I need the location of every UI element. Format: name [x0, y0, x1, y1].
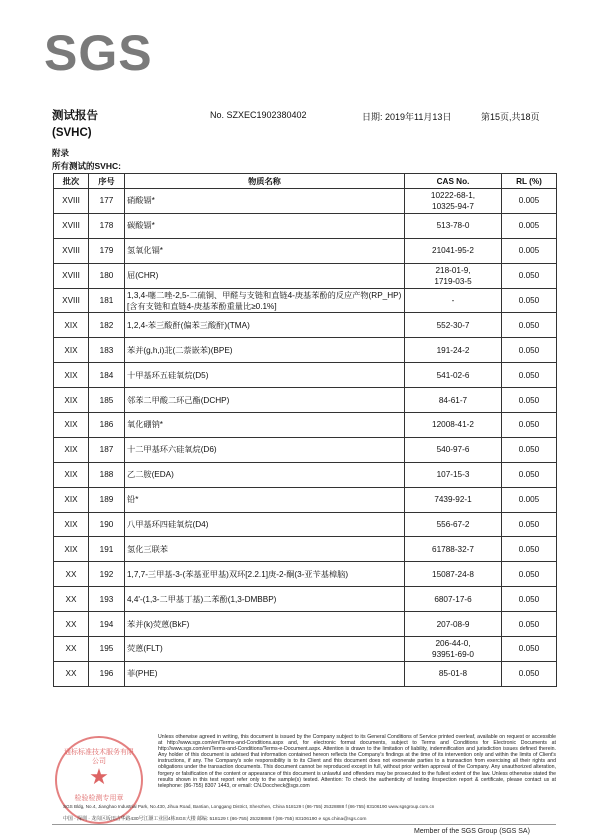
page-indicator: 第15页,共18页 — [481, 112, 540, 122]
report-date: 日期: 2019年11月13日 — [362, 112, 452, 122]
cell-reporting-limit: 0.005 — [502, 487, 557, 512]
footer-divider — [52, 824, 556, 825]
cell-number: 190 — [89, 512, 125, 537]
cell-number: 196 — [89, 661, 125, 686]
cell-reporting-limit: 0.050 — [502, 462, 557, 487]
inspection-stamp — [55, 736, 143, 824]
cell-cas-number: 191-24-2 — [405, 338, 502, 363]
cell-substance-name: 1,2,4-苯三酸酐(偏苯三酸酐)(TMA) — [125, 313, 405, 338]
cell-substance-name: 苯并(k)荧蒽(BkF) — [125, 612, 405, 637]
report-subtitle: (SVHC) — [52, 127, 92, 139]
table-row — [54, 562, 557, 587]
cell-reporting-limit: 0.050 — [502, 512, 557, 537]
cell-cas-number: 6807-17-6 — [405, 587, 502, 612]
cell-reporting-limit: 0.050 — [502, 363, 557, 388]
cell-reporting-limit: 0.050 — [502, 413, 557, 438]
cell-batch: XVIII — [54, 288, 89, 313]
column-header-rl: RL (%) — [502, 174, 557, 189]
cell-batch: XX — [54, 637, 89, 662]
stamp-purpose: 检验检测专用章 — [74, 795, 124, 802]
cell-number: 193 — [89, 587, 125, 612]
footer-address-cn: 中国 · 深圳 · 龙岗区坂田吉华路430号江灏工业园4栋SGS大楼 邮编: 518129 t (86-755) 25328888 f (86-755) 83106190 e sgs.china@sgs.com — [63, 817, 367, 822]
table-row — [54, 313, 557, 338]
table-row — [54, 612, 557, 637]
cell-substance-name: 氢氧化镉* — [125, 238, 405, 263]
cell-reporting-limit: 0.050 — [502, 562, 557, 587]
cell-substance-name: 荧蒽(FLT) — [125, 637, 405, 662]
cell-substance-name: 八甲基环四硅氧烷(D4) — [125, 512, 405, 537]
table-row — [54, 413, 557, 438]
table-row — [54, 288, 557, 313]
cell-reporting-limit: 0.005 — [502, 189, 557, 214]
cell-batch: XIX — [54, 413, 89, 438]
cell-cas-number: 107-15-3 — [405, 462, 502, 487]
column-header-cas: CAS No. — [405, 174, 502, 189]
column-header-no: 序号 — [89, 174, 125, 189]
column-header-batch: 批次 — [54, 174, 89, 189]
cell-cas-number: 12008-41-2 — [405, 413, 502, 438]
stamp-company-name: 通标标准技术服务有限公司 — [64, 749, 134, 765]
cell-batch: XIX — [54, 537, 89, 562]
cell-batch: XIX — [54, 487, 89, 512]
cell-cas-number: - — [405, 288, 502, 313]
stamp-star-icon: ★ — [89, 764, 109, 789]
cell-number: 183 — [89, 338, 125, 363]
footer-address-en: SGS Bldg, No.4, Jianghao Industrial Park, No.430, Jihua Road, Bantian, Longgang District, Shenzhen, China 518129 t (86-755) 25328888 f (86-755) 83106190 www.sgsgroup.com.cn — [63, 804, 435, 809]
cell-number: 178 — [89, 213, 125, 238]
cell-number: 182 — [89, 313, 125, 338]
cell-reporting-limit: 0.050 — [502, 612, 557, 637]
cell-number: 187 — [89, 437, 125, 462]
cell-cas-number: 206-44-0, 93951-69-0 — [405, 637, 502, 662]
table-title: 所有测试的SVHC: — [52, 161, 121, 171]
cell-reporting-limit: 0.050 — [502, 263, 557, 288]
cell-cas-number: 540-97-6 — [405, 437, 502, 462]
cell-substance-name: 邻苯二甲酸二环己酯(DCHP) — [125, 388, 405, 413]
cell-substance-name: 氧化硼钠* — [125, 413, 405, 438]
cell-batch: XX — [54, 661, 89, 686]
cell-cas-number: 85-01-8 — [405, 661, 502, 686]
cell-batch: XIX — [54, 363, 89, 388]
cell-cas-number: 513-78-0 — [405, 213, 502, 238]
table-row — [54, 263, 557, 288]
cell-number: 189 — [89, 487, 125, 512]
cell-substance-name: 4,4'-(1,3-二甲基丁基)二苯酚(1,3-DMBBP) — [125, 587, 405, 612]
column-header-substance: 物质名称 — [125, 174, 405, 189]
cell-batch: XIX — [54, 462, 89, 487]
cell-batch: XIX — [54, 338, 89, 363]
cell-cas-number: 556-67-2 — [405, 512, 502, 537]
cell-number: 191 — [89, 537, 125, 562]
cell-batch: XIX — [54, 313, 89, 338]
cell-substance-name: 十二甲基环六硅氧烷(D6) — [125, 437, 405, 462]
legal-disclaimer: Unless otherwise agreed in writing, this document is issued by the Company subject to its General Conditions of Service printed overleaf, available on request or accessible at http://www.sgs.com/en/Terms-and-Conditions.aspx and, for electronic format documents, subject to Terms and Conditions for Electronic Documents at http://www.sgs.com/en/Terms-and-Conditions/Terms-e-Document.aspx. Attention is drawn to the limitation of liability, indemnification and jurisdiction issues defined therein. Any holder of this document is advised that information contained hereon reflects the Company's findings at the time of its intervention only and within the limits of Client's instructions, if any. The Company's sole responsibility is to its Client and this document does not exonerate parties to a transaction from exercising all their rights and obligations under the transaction documents. This document cannot be reproduced except in full, without prior written approval of the Company. Any unauthorized alteration, forgery or falsification of the content or appearance of this document is unlawful and offenders may be prosecuted to the fullest extent of the law. Unless otherwise stated the results shown in this test report refer only to the sample(s) tested. Attention: To check the authenticity of testing /inspection report & certificate, please contact us at telephone: (86-755) 8307 1443, or email: CN.Doccheck@sgs.com — [158, 734, 556, 789]
cell-cas-number: 541-02-6 — [405, 363, 502, 388]
cell-number: 195 — [89, 637, 125, 662]
table-row — [54, 338, 557, 363]
cell-reporting-limit: 0.050 — [502, 537, 557, 562]
report-title: 测试报告 — [52, 110, 98, 122]
cell-cas-number: 207-08-9 — [405, 612, 502, 637]
table-row — [54, 238, 557, 263]
cell-reporting-limit: 0.050 — [502, 437, 557, 462]
table-row — [54, 487, 557, 512]
cell-batch: XX — [54, 587, 89, 612]
cell-substance-name: 1,3,4-噻二唑-2,5-二硫铜、甲醛与支链和直链4-庚基苯酚的反应产物(RP_HP)[含有支链和直链4-庚基苯酚重量比≥0.1%] — [125, 288, 405, 313]
report-number: No. SZXEC1902380402 — [210, 110, 307, 120]
cell-number: 192 — [89, 562, 125, 587]
cell-reporting-limit: 0.050 — [502, 587, 557, 612]
cell-number: 180 — [89, 263, 125, 288]
cell-reporting-limit: 0.050 — [502, 661, 557, 686]
svhc-table — [53, 173, 557, 687]
cell-batch: XX — [54, 562, 89, 587]
table-row — [54, 437, 557, 462]
table-row — [54, 512, 557, 537]
cell-number: 188 — [89, 462, 125, 487]
cell-batch: XVIII — [54, 213, 89, 238]
cell-substance-name: 氢化三联苯 — [125, 537, 405, 562]
cell-batch: XVIII — [54, 238, 89, 263]
cell-substance-name: 屈(CHR) — [125, 263, 405, 288]
table-row — [54, 462, 557, 487]
table-row — [54, 587, 557, 612]
cell-cas-number: 552-30-7 — [405, 313, 502, 338]
cell-reporting-limit: 0.050 — [502, 388, 557, 413]
cell-number: 181 — [89, 288, 125, 313]
cell-number: 179 — [89, 238, 125, 263]
cell-reporting-limit: 0.005 — [502, 238, 557, 263]
cell-substance-name: 苯并(g,h,i)苝(二萘嵌苯)(BPE) — [125, 338, 405, 363]
table-row — [54, 388, 557, 413]
sgs-group-membership: Member of the SGS Group (SGS SA) — [414, 828, 530, 835]
cell-substance-name: 1,7,7-三甲基-3-(苯基亚甲基)双环[2.2.1]庚-2-酮(3-亚苄基樟脑) — [125, 562, 405, 587]
cell-cas-number: 218-01-9, 1719-03-5 — [405, 263, 502, 288]
cell-number: 186 — [89, 413, 125, 438]
cell-batch: XX — [54, 612, 89, 637]
cell-reporting-limit: 0.050 — [502, 338, 557, 363]
cell-cas-number: 15087-24-8 — [405, 562, 502, 587]
cell-number: 184 — [89, 363, 125, 388]
cell-substance-name: 铅* — [125, 487, 405, 512]
cell-batch: XVIII — [54, 263, 89, 288]
cell-substance-name: 硝酸镉* — [125, 189, 405, 214]
cell-cas-number: 10222-68-1, 10325-94-7 — [405, 189, 502, 214]
cell-number: 194 — [89, 612, 125, 637]
cell-substance-name: 菲(PHE) — [125, 661, 405, 686]
cell-reporting-limit: 0.005 — [502, 213, 557, 238]
cell-cas-number: 21041-95-2 — [405, 238, 502, 263]
table-row — [54, 661, 557, 686]
cell-batch: XIX — [54, 388, 89, 413]
cell-number: 177 — [89, 189, 125, 214]
cell-cas-number: 61788-32-7 — [405, 537, 502, 562]
cell-reporting-limit: 0.050 — [502, 637, 557, 662]
table-row — [54, 189, 557, 214]
table-row — [54, 213, 557, 238]
cell-batch: XIX — [54, 512, 89, 537]
cell-substance-name: 碳酸镉* — [125, 213, 405, 238]
cell-batch: XVIII — [54, 189, 89, 214]
cell-batch: XIX — [54, 437, 89, 462]
table-header-row — [54, 174, 557, 189]
table-row — [54, 537, 557, 562]
cell-cas-number: 7439-92-1 — [405, 487, 502, 512]
cell-number: 185 — [89, 388, 125, 413]
sgs-logo: SGS — [44, 25, 153, 81]
table-row — [54, 637, 557, 662]
table-row — [54, 363, 557, 388]
cell-cas-number: 84-61-7 — [405, 388, 502, 413]
cell-reporting-limit: 0.050 — [502, 288, 557, 313]
cell-reporting-limit: 0.050 — [502, 313, 557, 338]
cell-substance-name: 十甲基环五硅氧烷(D5) — [125, 363, 405, 388]
appendix-label: 附录 — [52, 148, 70, 158]
cell-substance-name: 乙二胺(EDA) — [125, 462, 405, 487]
